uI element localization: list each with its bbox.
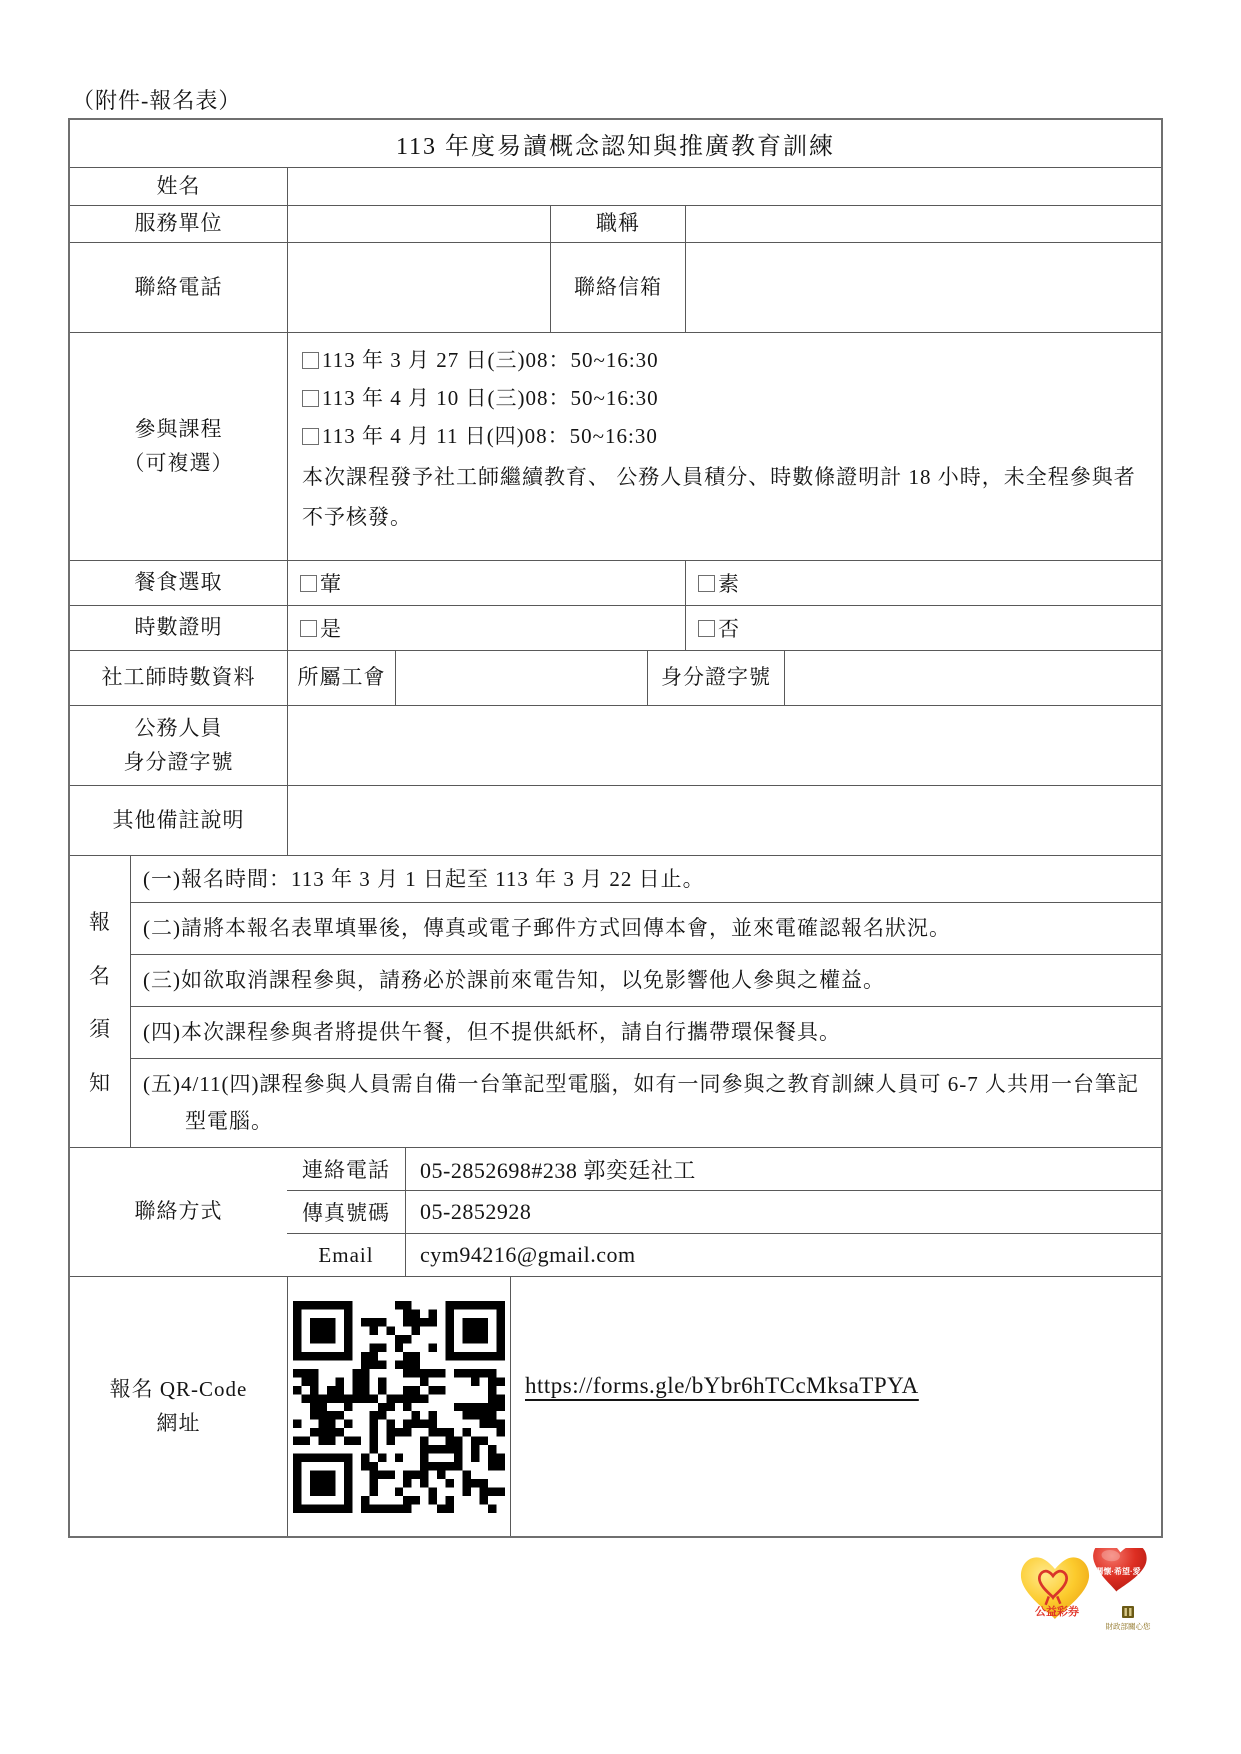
yellow-heart-text: 公益彩券	[1035, 1606, 1079, 1618]
qr-label	[70, 1277, 287, 1536]
course-option-label: 113 年 4 月 11 日(四)08：50~16:30	[322, 424, 658, 448]
contact-rows	[287, 1148, 1161, 1276]
unit-label: 服務單位	[134, 211, 223, 236]
contact-value: cym94216@gmail.com	[405, 1234, 1161, 1276]
notice-label-char: 名	[89, 963, 111, 988]
notice-item-text: (五)4/11(四)課程參與人員需自備一台筆記型電腦，如有一同參與之教育訓練人員可 6-7 人共用一台筆記型電腦。	[143, 1072, 1140, 1133]
course-option[interactable]	[302, 379, 1147, 417]
contact-row	[287, 1190, 1161, 1233]
registration-url-link[interactable]: https://forms.gle/bYbr6hTCcMksaTPYA	[525, 1373, 919, 1398]
meal-option-veg[interactable]	[685, 561, 1161, 605]
checkbox-icon[interactable]	[698, 620, 715, 637]
course-option[interactable]	[302, 341, 1147, 379]
qr-code-cell	[287, 1277, 510, 1536]
hours-cert-option-label: 否	[718, 617, 740, 641]
contact-row	[287, 1148, 1161, 1190]
hours-cert-option-no[interactable]	[685, 606, 1161, 650]
notice-item	[131, 1006, 1161, 1058]
hours-cert-option-label: 是	[320, 617, 342, 641]
course-label	[70, 333, 287, 560]
table-row	[70, 785, 1161, 855]
table-row	[70, 120, 1161, 167]
table-row	[70, 167, 1161, 205]
phone-input-cell[interactable]	[287, 243, 550, 332]
notice-item-text: (四)本次課程參與者將提供午餐，但不提供紙杯，請自行攜帶環保餐具。	[143, 1020, 841, 1044]
email-input-cell[interactable]	[685, 243, 1161, 332]
ministry-emblem-text: 財政部關心您	[1105, 1622, 1151, 1631]
meal-label: 餐食選取	[134, 570, 223, 595]
contact-key: 連絡電話	[302, 1158, 390, 1182]
hours-cert-option-yes[interactable]	[287, 606, 685, 650]
course-option-label: 113 年 4 月 10 日(三)08：50~16:30	[322, 386, 659, 410]
notice-label-char: 須	[89, 1017, 111, 1042]
name-label: 姓名	[156, 173, 201, 198]
contact-value: 05-2852698#238 郭奕廷社工	[405, 1148, 1161, 1190]
notice-item-text: (二)請將本報名表單填畢後，傳真或電子郵件方式回傳本會，並來電確認報名狀況。	[143, 916, 951, 940]
course-label-line1: 參與課程	[134, 416, 223, 441]
notice-label-char: 知	[89, 1071, 111, 1096]
civil-servant-label	[70, 706, 287, 785]
meal-option-label: 素	[718, 572, 740, 596]
charity-lottery-logo	[1015, 1548, 1165, 1648]
civil-servant-label-line1: 公務人員	[134, 715, 223, 740]
hours-cert-label: 時數證明	[134, 615, 223, 640]
course-label-line2: （可複選）	[123, 450, 234, 475]
email-label: 聯絡信箱	[550, 243, 685, 332]
remarks-label: 其他備註說明	[112, 807, 245, 832]
notice-label-char: 報	[89, 909, 111, 934]
unit-input-cell[interactable]	[287, 206, 550, 242]
table-row	[70, 242, 1161, 332]
table-row	[70, 705, 1161, 785]
contact-label: 聯絡方式	[134, 1199, 223, 1224]
sw-id-input-cell[interactable]	[784, 651, 1161, 705]
attachment-label: （附件-報名表）	[72, 88, 242, 113]
contact-key: Email	[318, 1242, 374, 1267]
table-row	[70, 332, 1161, 560]
sw-id-label: 身分證字號	[647, 651, 784, 705]
remarks-input-cell[interactable]	[287, 786, 1161, 855]
job-title-input-cell[interactable]	[685, 206, 1161, 242]
notice-item	[131, 954, 1161, 1006]
contact-section	[70, 1147, 1161, 1276]
notice-item-text: (三)如欲取消課程參與，請務必於課前來電告知，以免影響他人參與之權益。	[143, 968, 885, 992]
course-option-label: 113 年 3 月 27 日(三)08：50~16:30	[322, 348, 659, 372]
social-worker-label: 社工師時數資料	[101, 665, 256, 690]
notice-items	[130, 856, 1161, 1147]
table-row	[70, 650, 1161, 705]
notice-item	[131, 856, 1161, 902]
table-row	[70, 560, 1161, 605]
notice-vertical-label	[70, 856, 130, 1147]
qr-section	[70, 1276, 1161, 1536]
checkbox-icon[interactable]	[698, 575, 715, 592]
civil-servant-label-line2: 身分證字號	[123, 749, 234, 774]
contact-key: 傳真號碼	[302, 1201, 390, 1225]
meal-option-label: 葷	[320, 572, 342, 596]
qr-code-svg	[293, 1301, 505, 1513]
qr-url-cell	[510, 1277, 1161, 1536]
contact-row	[287, 1233, 1161, 1276]
union-label: 所屬工會	[287, 651, 395, 705]
notice-item	[131, 902, 1161, 954]
qr-label-line2: 網址	[156, 1410, 201, 1435]
phone-label: 聯絡電話	[134, 274, 223, 299]
checkbox-icon[interactable]	[302, 428, 319, 445]
notice-item-text: (一)報名時間：113 年 3 月 1 日起至 113 年 3 月 22 日止。	[143, 866, 705, 891]
checkbox-icon[interactable]	[302, 352, 319, 369]
course-options-cell	[287, 333, 1161, 560]
civil-id-input-cell[interactable]	[287, 706, 1161, 785]
registration-form-table	[68, 118, 1163, 1538]
course-note: 本次課程發予社工師繼續教育、 公務人員積分、時數條證明計 18 小時，未全程參與者不予核發。	[302, 465, 1136, 529]
notice-section	[70, 855, 1161, 1147]
checkbox-icon[interactable]	[300, 575, 317, 592]
job-title-label: 職稱	[550, 206, 685, 242]
name-input-cell[interactable]	[287, 168, 1161, 205]
checkbox-icon[interactable]	[300, 620, 317, 637]
contact-value: 05-2852928	[405, 1191, 1161, 1233]
checkbox-icon[interactable]	[302, 390, 319, 407]
table-row	[70, 205, 1161, 242]
union-input-cell[interactable]	[395, 651, 647, 705]
meal-option-meat[interactable]	[287, 561, 685, 605]
course-option[interactable]	[302, 417, 1147, 455]
form-title: 113 年度易讀概念認知與推廣教育訓練	[395, 134, 836, 160]
table-row	[70, 605, 1161, 650]
qr-label-line1: 報名 QR-Code	[109, 1376, 248, 1401]
red-heart-slogan: 關懷·希望·愛	[1095, 1567, 1141, 1576]
notice-item	[131, 1058, 1161, 1147]
ministry-emblem-icon	[1122, 1606, 1134, 1618]
